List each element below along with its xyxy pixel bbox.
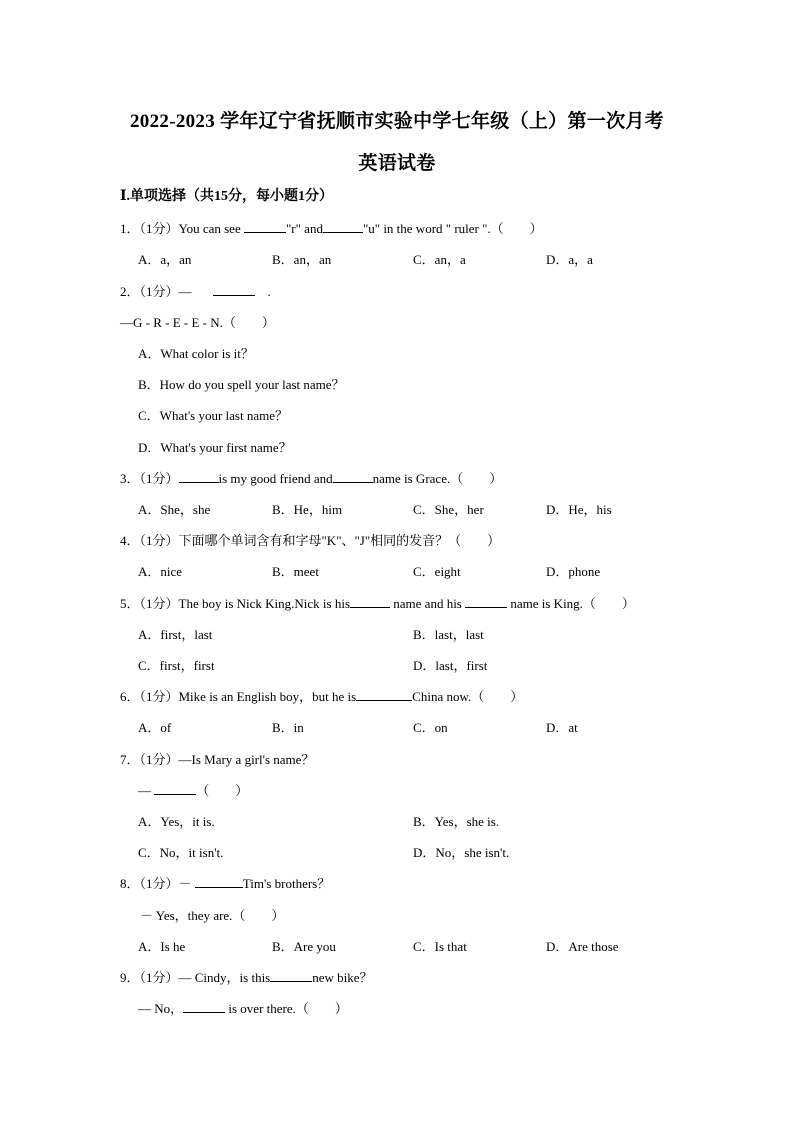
q2-option-c: C．What's your last name？ — [138, 408, 289, 423]
q6-text-b: China now.（ ） — [412, 689, 524, 704]
question-9-stem — [120, 967, 373, 986]
q7-option-a: A．Yes，it is. — [138, 814, 215, 829]
q5-option-d: D．last，first — [413, 658, 488, 673]
question-2-stem — [120, 281, 271, 300]
answer-blank — [356, 688, 412, 701]
exam-title-line1: 2022-2023 学年辽宁省抚顺市实验中学七年级（上）第一次月考 — [130, 111, 664, 132]
q3-option-a: A．She，she — [138, 502, 211, 517]
q7-text-a: — — [138, 783, 155, 798]
question-4-stem: 4．（1分）下面哪个单词含有和字母"K"、"J"相同的发音？（ ） — [120, 533, 501, 548]
question-7-stem: 7．（1分）—Is Mary a girl's name？ — [120, 752, 315, 767]
question-2-response: —G - R - E - E - N.（ ） — [120, 315, 275, 330]
q1-option-b: B．an，an — [272, 252, 332, 267]
q5-text-a: 5．（1分）The boy is Nick King.Nick is his — [120, 596, 351, 611]
q7-option-d: D．No，she isn't. — [413, 845, 510, 860]
q2-option-d: D．What's your first name？ — [138, 440, 292, 455]
answer-blank — [465, 595, 507, 608]
q2-option-a: A．What color is it？ — [138, 346, 254, 361]
q1-option-a: A．a，an — [138, 252, 192, 267]
q3-text-b: is my good friend and — [218, 471, 333, 486]
q2-option-b: B．How do you spell your last name？ — [138, 377, 345, 392]
q5-text-c: name is King.（ ） — [507, 596, 635, 611]
answer-blank — [323, 220, 363, 233]
q1-text-c: "u" in the word " ruler ".（ ） — [362, 221, 543, 236]
question-8-response: － Yes，they are.（ ） — [140, 908, 285, 923]
q4-option-d: D．phone — [546, 564, 601, 579]
answer-blank — [179, 470, 219, 483]
question-6-stem — [120, 686, 523, 705]
q7-option-b: B．Yes，she is. — [413, 814, 500, 829]
q1-text-b: "r" and — [285, 221, 323, 236]
q4-option-b: B．meet — [272, 564, 319, 579]
q6-option-d: D．at — [546, 720, 578, 735]
answer-blank — [270, 969, 312, 982]
answer-blank — [195, 875, 243, 888]
q9-text-a: 9．（1分）— Cindy，is this — [120, 970, 271, 985]
q4-option-a: A．nice — [138, 564, 183, 579]
q8-text-a: 8．（1分）－ — [120, 876, 195, 891]
question-9-response — [138, 998, 348, 1017]
section-heading: Ⅰ.单项选择（共15分，每小题1分） — [120, 189, 334, 204]
q1-option-d: D．a，a — [546, 252, 593, 267]
q7-text-b: （ ） — [196, 783, 249, 798]
q5-text-b: name and his — [390, 596, 466, 611]
q8-option-c: C．Is that — [413, 939, 467, 954]
q5-option-c: C．first，first — [138, 658, 215, 673]
q8-option-d: D．Are those — [546, 939, 619, 954]
answer-blank — [154, 782, 196, 795]
q5-option-b: B．last，last — [413, 627, 484, 642]
q4-option-c: C．eight — [413, 564, 461, 579]
q3-text-c: name is Grace.（ ） — [372, 471, 503, 486]
answer-blank — [183, 1000, 225, 1013]
q2-text-b: . — [254, 284, 271, 299]
q8-option-a: A．Is he — [138, 939, 186, 954]
question-5-stem — [120, 593, 635, 612]
q9-text-d: is over there.（ ） — [225, 1001, 348, 1016]
q3-option-b: B．He，him — [272, 502, 343, 517]
q3-text-a: 3．（1分） — [120, 471, 179, 486]
q6-text-a: 6．（1分）Mike is an English boy，but he is — [120, 689, 357, 704]
question-1-stem — [120, 218, 543, 237]
answer-blank — [213, 283, 255, 296]
answer-blank — [333, 470, 373, 483]
exam-title-line2: 英语试卷 — [358, 153, 436, 174]
q9-text-b: new bike？ — [312, 970, 373, 985]
question-7-response — [138, 780, 248, 799]
q6-option-b: B．in — [272, 720, 304, 735]
q9-text-c: — No， — [138, 1001, 184, 1016]
q7-option-c: C．No，it isn't. — [138, 845, 224, 860]
q8-text-b: Tim's brothers？ — [242, 876, 331, 891]
q3-option-c: C．She，her — [413, 502, 484, 517]
q3-option-d: D．He，his — [546, 502, 612, 517]
q8-option-b: B．Are you — [272, 939, 336, 954]
answer-blank — [244, 220, 286, 233]
q6-option-c: C．on — [413, 720, 448, 735]
q1-option-c: C．an，a — [413, 252, 466, 267]
question-3-stem — [120, 468, 502, 487]
q6-option-a: A．of — [138, 720, 172, 735]
q5-option-a: A．first，last — [138, 627, 213, 642]
question-8-stem — [120, 873, 330, 892]
answer-blank — [350, 595, 390, 608]
q2-text-a: 2．（1分）— — [120, 284, 205, 299]
q1-text-a: 1．（1分）You can see — [120, 221, 244, 236]
